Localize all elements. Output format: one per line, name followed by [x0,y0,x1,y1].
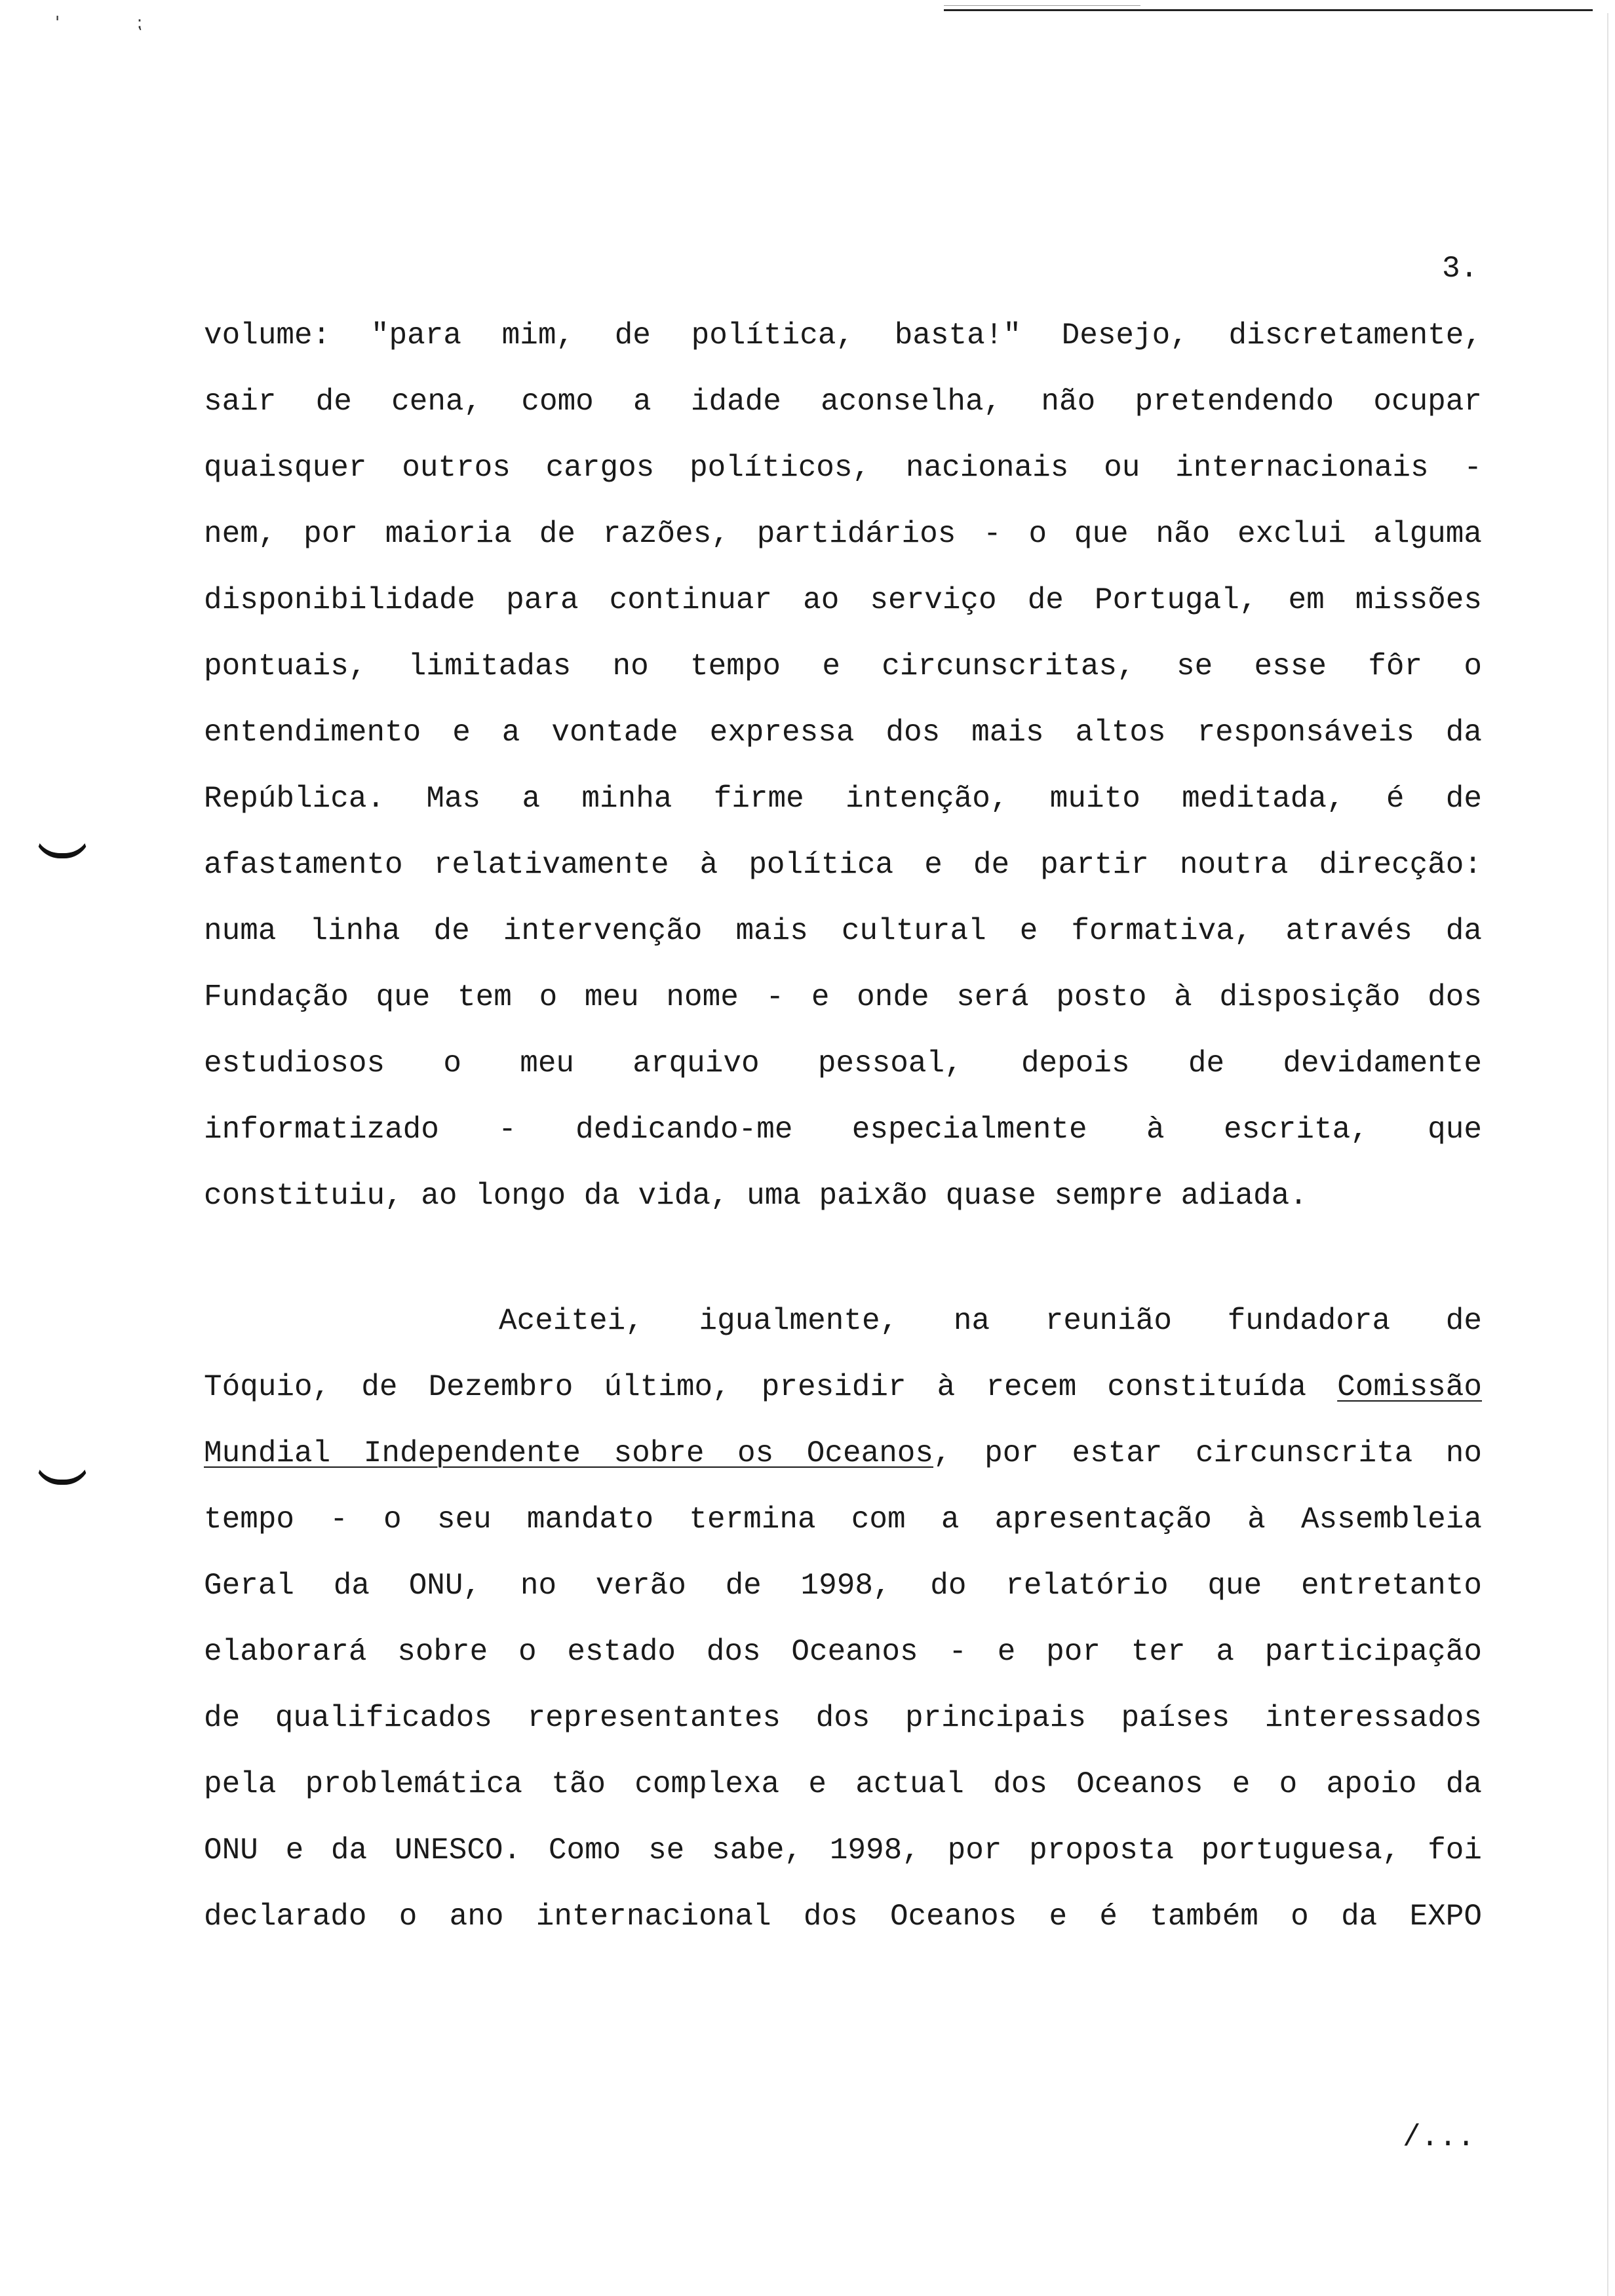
underlined-title-fragment: Mundial Independente sobre os Oceanos [204,1436,934,1470]
top-rule [944,9,1593,11]
text-line: de qualificados representantes dos principais países interessados [204,1701,1482,1735]
text-line: pela problemática tão complexa e actual dos Oceanos e o apoio da [204,1767,1482,1801]
text-line: informatizado - dedicando-me especialmente à escrita, que [204,1113,1482,1147]
page-number: 3. [1442,252,1479,286]
text-line: República. Mas a minha firme intenção, muito meditada, é de [204,782,1482,816]
text-line: pontuais, limitadas no tempo e circunscritas, se esse fôr o [204,649,1482,683]
text-line: Geral da ONU, no verão de 1998, do relatório que entretanto [204,1569,1482,1603]
scan-speck-mark: ⁏ [136,13,142,33]
text-line: volume: "para mim, de política, basta!" Desejo, discretamente, [204,318,1482,353]
continuation-marker: /... [1403,2120,1475,2154]
text-line: tempo - o seu mandato termina com a apresentação à Assembleia [204,1502,1482,1537]
text-line [204,1421,1482,1487]
text-line: Aceitei, igualmente, na reunião fundadora de [499,1304,1482,1338]
text-line: constituiu, ao longo da vida, uma paixão quase sempre adiada. [204,1179,1308,1213]
text-fragment: , por estar circunscrita no [933,1436,1482,1470]
scan-edge-line [1607,13,1608,2296]
binder-hole-mark [34,827,90,858]
text-line: declarado o ano internacional dos Oceanos e é também o da EXPO [204,1900,1482,1934]
text-fragment: Tóquio, de Dezembro último, presidir à recem constituída [204,1370,1338,1404]
text-line [204,1354,1482,1421]
top-rule-thin [944,5,1140,6]
paragraph-2 [204,1288,1482,1950]
text-line: elaborará sobre o estado dos Oceanos - e por ter a participação [204,1635,1482,1669]
text-line: quaisquer outros cargos políticos, nacionais ou internacionais - [204,451,1482,485]
paragraph-1 [204,303,1482,1229]
underlined-title-fragment: Comissão [1337,1370,1482,1404]
text-line: sair de cena, como a idade aconselha, não pretendendo ocupar [204,385,1482,419]
text-line: entendimento e a vontade expressa dos mais altos responsáveis da [204,716,1482,750]
text-line: Fundação que tem o meu nome - e onde será posto à disposição dos [204,980,1482,1014]
text-line: numa linha de intervenção mais cultural e formativa, através da [204,914,1482,948]
text-line: disponibilidade para continuar ao serviço de Portugal, em missões [204,583,1482,617]
text-line: estudiosos o meu arquivo pessoal, depois de devidamente [204,1046,1482,1081]
scan-speck-mark: ' [55,13,60,33]
text-line: nem, por maioria de razões, partidários - o que não exclui alguma [204,517,1482,551]
binder-hole-mark [34,1453,90,1485]
text-line: afastamento relativamente à política e de partir noutra direcção: [204,848,1482,882]
text-line: ONU e da UNESCO. Como se sabe, 1998, por proposta portuguesa, foi [204,1833,1482,1867]
